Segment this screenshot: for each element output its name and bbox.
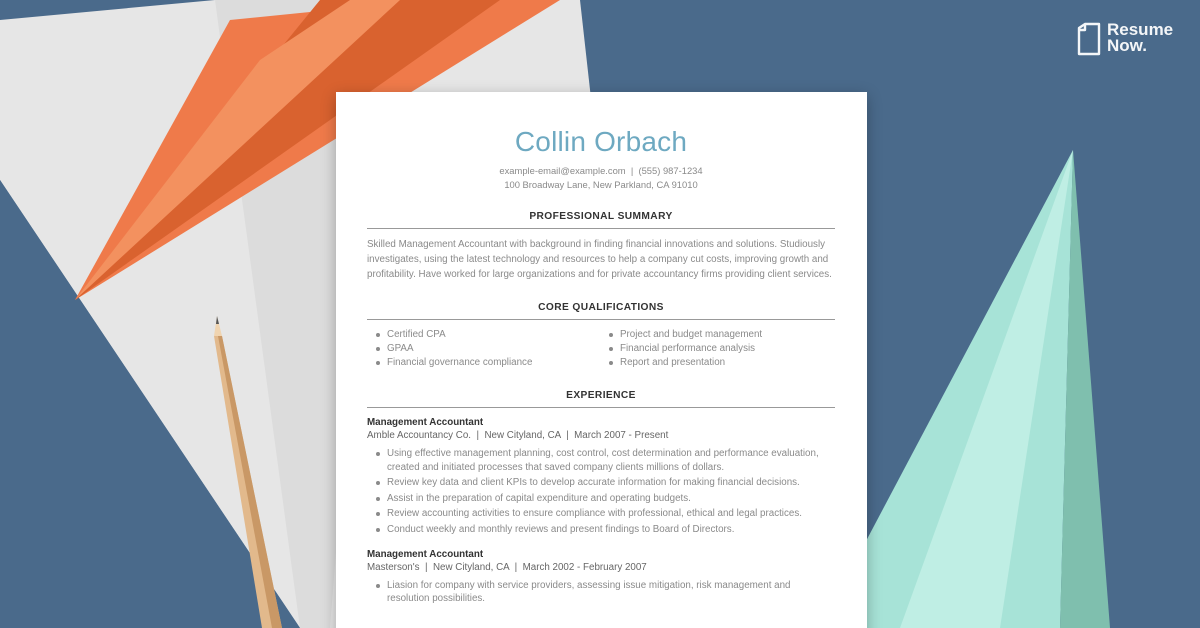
document-icon	[1077, 22, 1101, 56]
section-title-summary: PROFESSIONAL SUMMARY	[367, 211, 835, 229]
qualification-item: GPAA	[367, 342, 600, 356]
candidate-name: Collin Orbach	[514, 126, 688, 157]
job-bullet: Assist in the preparation of capital expenditure and operating budgets.	[367, 492, 835, 506]
contact-info	[367, 164, 835, 191]
job-bullet: Liasion for company with service providers, assessing issue mitigation, risk management and resolution possibilities.	[367, 579, 835, 606]
section-title-experience: EXPERIENCE	[367, 390, 835, 408]
job-bullet: Using effective management planning, cost control, cost determination and performance evaluation, created and initiated processes that saved company clients millions of dollars.	[367, 447, 835, 474]
job-meta: Masterson's | New Cityland, CA | March 2002 - February 2007	[367, 561, 647, 573]
job-bullets	[367, 579, 835, 606]
qualification-item: Financial performance analysis	[600, 342, 833, 356]
brand-line1: Resume	[1107, 20, 1174, 39]
section-title-qualifications: CORE QUALIFICATIONS	[367, 302, 835, 320]
job-bullet: Conduct weekly and monthly reviews and present findings to Board of Directors.	[367, 523, 835, 537]
qualifications-right	[600, 328, 833, 370]
qualification-item: Project and budget management	[600, 328, 833, 342]
resume-document	[336, 92, 867, 628]
qualification-item: Financial governance compliance	[367, 356, 600, 370]
qualifications-left	[367, 328, 600, 370]
job-title: Management Accountant	[367, 417, 484, 428]
contact-email-phone: example-email@example.com | (555) 987-1234	[499, 165, 703, 176]
job-bullet: Review key data and client KPIs to develop accurate information for making financial decisions.	[367, 476, 835, 490]
job-title: Management Accountant	[367, 548, 484, 560]
summary-text: Skilled Management Accountant with background in finding financial innovations and solutions. Studiously investigates, using the latest technology and resources to help a company cut costs, improving growth and profitability. Have worked for large organizations and for private accountancy firms providing client services.	[367, 239, 832, 280]
job-entry	[367, 417, 835, 537]
qualification-item: Report and presentation	[600, 356, 833, 370]
brand-line2: Now.	[1107, 36, 1147, 55]
qualification-item: Certified CPA	[367, 328, 600, 342]
job-entry	[367, 549, 835, 606]
job-meta: Amble Accountancy Co. | New Cityland, CA | March 2007 - Present	[367, 430, 669, 441]
job-bullets	[367, 447, 835, 537]
qualifications-list	[367, 328, 835, 370]
brand-logo[interactable]	[1077, 22, 1173, 56]
contact-address: 100 Broadway Lane, New Parkland, CA 91010	[504, 178, 698, 190]
job-bullet: Review accounting activities to ensure compliance with professional, ethical and legal practices.	[367, 507, 835, 521]
brand-name	[1107, 22, 1173, 54]
